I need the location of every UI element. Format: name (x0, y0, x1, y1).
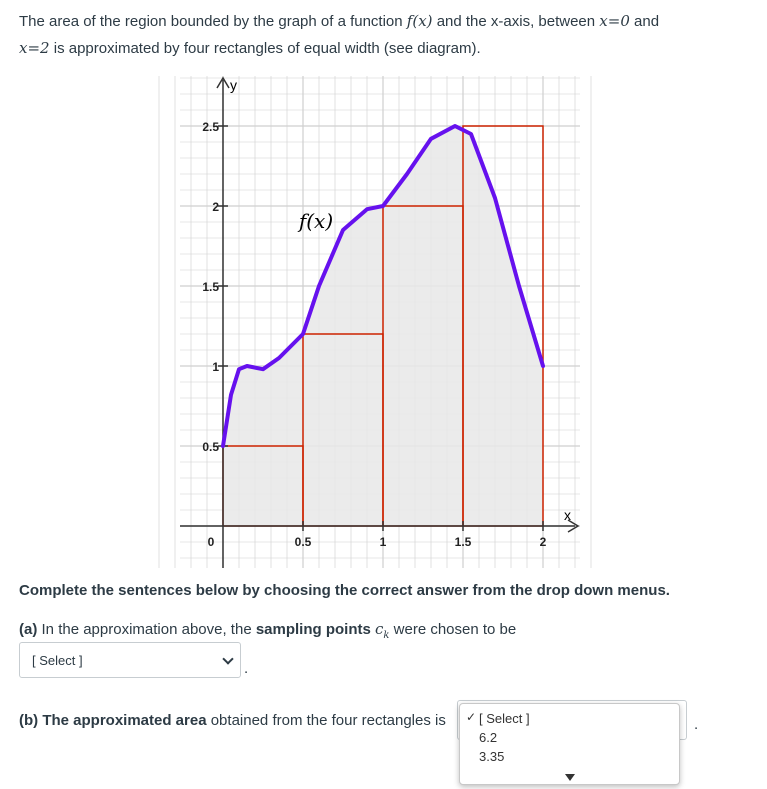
part-b-text: obtained from the four rectangles is (210, 712, 446, 729)
part-a-question (19, 620, 516, 641)
y-tick-label: 2.5 (202, 120, 219, 134)
check-icon: ✓ (466, 710, 477, 724)
y-tick-label: 1.5 (202, 280, 219, 294)
x-tick-label: 1 (379, 535, 387, 549)
intro-text-4: is approximated by four rectangles of equal width (see diagram). (53, 40, 481, 57)
y-tick-label: 0.5 (202, 440, 219, 454)
part-b-question (19, 712, 446, 729)
dropdown-option-select[interactable]: [ Select ] (479, 711, 530, 726)
intro-text-2: and the x-axis, between (436, 13, 596, 30)
part-a-select[interactable] (19, 642, 241, 678)
x-tick-label: 0.5 (294, 535, 312, 549)
instructions: Complete the sentences below by choosing the correct answer from the drop down menus. (19, 582, 670, 599)
function-symbol: f(x) (406, 12, 433, 30)
part-b-label: (b) The approximated area (19, 712, 207, 729)
part-a-label: (a) (19, 621, 38, 638)
upper-bound: x=2 (19, 39, 50, 57)
problem-statement (19, 8, 749, 62)
part-a-select-value: [ Select ] (32, 653, 83, 668)
part-a-text-2: were chosen to be (393, 621, 517, 638)
part-a-text-1: In the approximation above, the (41, 621, 252, 638)
chevron-down-icon (222, 653, 233, 664)
intro-text-1: The area of the region bounded by the graph of a function (19, 13, 403, 30)
x-tick-label: 1.5 (454, 535, 472, 549)
dropdown-option-3-35[interactable]: 3.35 (479, 749, 505, 764)
riemann-sum-graph (0, 68, 767, 578)
x-tick-label: 2 (539, 535, 547, 549)
dropdown-option-6-2[interactable]: 6.2 (479, 730, 498, 745)
y-tick-label: 2 (212, 200, 219, 214)
part-a-bold: sampling points (255, 621, 371, 638)
x-axis-label: x (564, 507, 571, 523)
scroll-down-arrow-icon[interactable] (565, 774, 575, 781)
lower-bound: x=0 (599, 12, 630, 30)
curve-label: f(x) (298, 209, 334, 233)
part-b-period: . (694, 716, 699, 733)
y-tick-label: 1 (212, 360, 219, 374)
x-tick-label: 0 (207, 535, 215, 549)
intro-text-3: and (634, 13, 660, 30)
part-b-dropdown-list[interactable] (459, 703, 680, 785)
y-axis-label: y (230, 77, 237, 93)
sampling-symbol: $c_k$ (375, 620, 390, 641)
part-a-period: . (244, 660, 249, 677)
